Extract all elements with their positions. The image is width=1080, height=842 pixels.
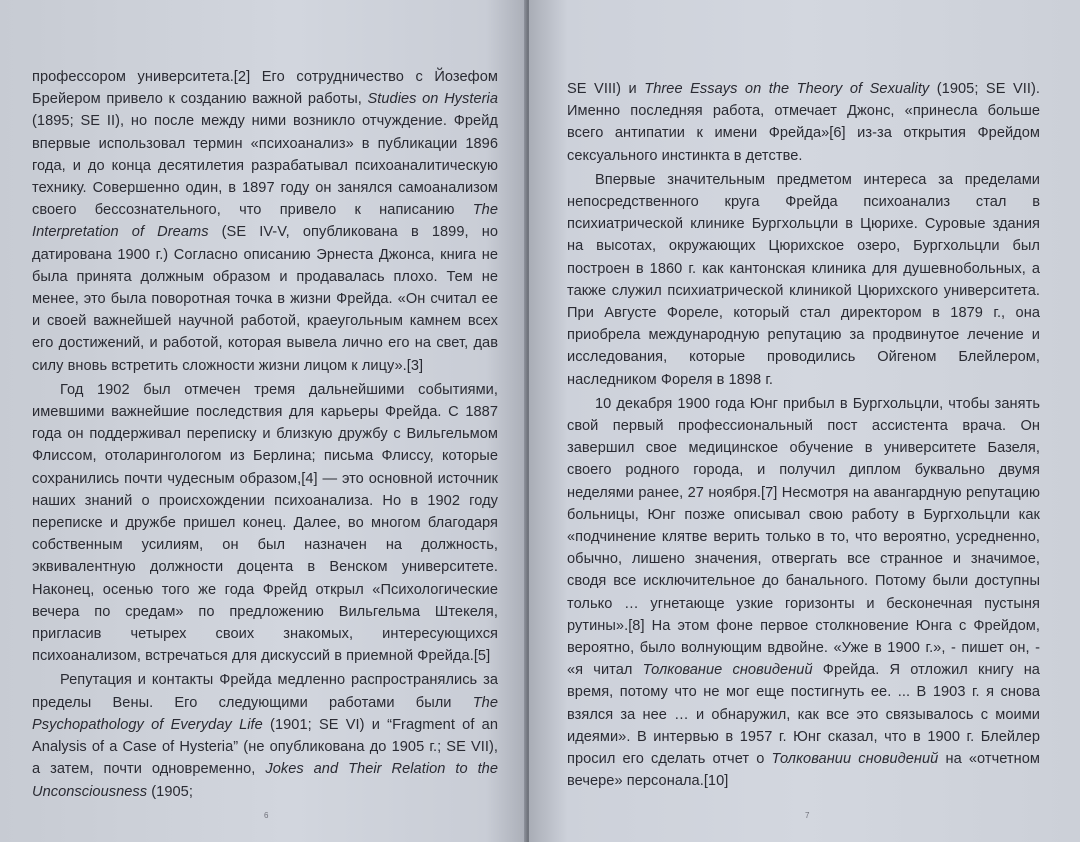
italic-title: Jokes and Their Relation to the Unconsciousness — [32, 761, 499, 800]
text-run: SE VIII) и — [567, 81, 645, 97]
left-page — [0, 0, 528, 842]
text-run: Год 1902 был отмечен тремя дальнейшими событиями, имевшими важнейшие последствия для карьеры Фрейда. С 1887 года он поддерживал переписку и близкую дружбу с Вильгельмом Флиссом, отоларингологом из Берлина; письма Флиссу, которые сохранились почти чудесным образом,[4] — это основной источник наших знаний о происхождении психоанализа. Но в 1902 году переписке и дружбе пришел конец. Далее, во многом благодаря собственным усилиям, он был назначен на должность, эквивалентную должности доцента в Венском университете. Наконец, осенью того же года Фрейд открыл «Психологические вечера по средам» по предложению Вильгельма Штекеля, пригласив четырех своих знакомых, интересующихся психоанализом, встречаться для дискуссий в приемной Фрейда.[5] — [32, 381, 498, 665]
italic-title: The Psychopathology of Everyday Life — [32, 694, 498, 733]
text-run: Репутация и контакты Фрейда медленно распространялись за пределы Вены. Его следующими работами были — [32, 672, 498, 711]
text-run: (1905; — [147, 783, 193, 800]
text-run: (1901; SE VI) и “Fragment of an Analysis of a Case of Hysteria” (не опубликована до 1905 г.; SE VII), а затем, почти одновременно, — [32, 716, 498, 778]
paragraph — [567, 393, 1040, 793]
text-run: 10 декабря 1900 года Юнг прибыл в Бургхольцли, чтобы занять свой первый профессиональный пост ассистента врача. Он завершил свое медицинское обучение в университете Базеля, своего родного города, и получил диплом буквально двумя неделями ранее, 27 ноября.[7] Несмотря на авангардную репутацию больницы, Юнг позже описывал свою работу в Бургхольцли как «подчинение клятве верить только в то, что вероятно, усредненно, обычно, лишено значения, отвергать все странное и значимое, сводя все исключительное до банального. Потому были доступны только … угнетающе узкие горизонты и бесконечная пустыня рутины».[8] На этом фоне первое столкновение Юнга с Фрейдом, вероятно, было волнующим вдвойне. «Уже в 1900 г.», - пишет он, - «я читал — [567, 395, 1040, 679]
text-run: Фрейда. Я отложил книгу на время, потому что не мог еще постигнуть ее. ... В 1903 г. я снова взялся за нее … и обнаружил, как все это связывалось с моими идеями». В интервью в 1957 г. Юнг сказал, что в 1900 г. Блейлер просил его сделать отчет о — [567, 662, 1040, 768]
text-run: на «отчетном вечере» персонала.[10] — [567, 751, 1041, 790]
paragraph — [32, 66, 498, 377]
right-page-number: 7 — [805, 811, 810, 820]
text-run: Впервые значительным предметом интереса за пределами непосредственного круга Фрейда психоанализ стал в психиатрической клинике Бургхольцли в Цюрихе. Суровые здания на высотах, окружающих Цюрихское озеро, Бургхольцли был построен в 1860 г. как кантонская клиника для душевнобольных, а также служил психиатрической клиникой Цюрихского университета. При Августе Фореле, который стал директором в 1879 г., она приобрела международную репутацию за продвинутое лечение и исследования, которые проводились Ойгеном Блейлером, наследником Фореля в 1898 г. — [567, 171, 1040, 388]
text-run: профессором университета.[2] Его сотрудничество с Йозефом Брейером привело к созданию важной работы, — [32, 69, 498, 108]
text-run: (1895; SE II), но после между ними возникло отчуждение. Фрейд впервые использовал термин «психоанализ» в публикации 1896 года, и до конца десятилетия разрабатывал психоаналитическую технику. Совершенно один, в 1897 году он занялся самоанализом своего бессознательного, что привело к написанию — [32, 113, 498, 219]
left-page-body — [32, 66, 498, 803]
text-run: (SE IV-V, опубликована в 1899, но датирована 1900 г.) Согласно описанию Эрнеста Джонса, книга не была принята должным образом и продавалась плохо. Тем не менее, это была поворотная точка в жизни Фрейда. «Он считал ее и своей важнейшей научной работой, краеугольным камнем всех его достижений, и работой, которая вывела лично его на свет, дав силу вновь встретить сложности жизни лицом к лицу».[3] — [32, 224, 498, 374]
paragraph — [32, 379, 498, 668]
right-page — [529, 0, 1080, 842]
right-page-body — [567, 78, 1040, 793]
paragraph — [567, 78, 1040, 167]
left-page-number: 6 — [264, 811, 269, 820]
paragraph — [32, 669, 498, 802]
paragraph — [567, 169, 1040, 391]
text-run: (1905; SE VII). Именно последняя работа, отмечает Джонс, «принесла больше всего антипатии к имени Фрейда»[6] из-за открытия Фрейдом сексуального инстинкта в детстве. — [567, 81, 1040, 164]
italic-title: Толковании сновидений — [771, 751, 939, 768]
italic-title: Three Essays on the Theory of Sexuality — [644, 81, 930, 97]
italic-title: The Interpretation of Dreams — [32, 202, 498, 241]
italic-title: Толкование сновидений — [642, 662, 813, 679]
italic-title: Studies on Hysteria — [367, 91, 498, 108]
